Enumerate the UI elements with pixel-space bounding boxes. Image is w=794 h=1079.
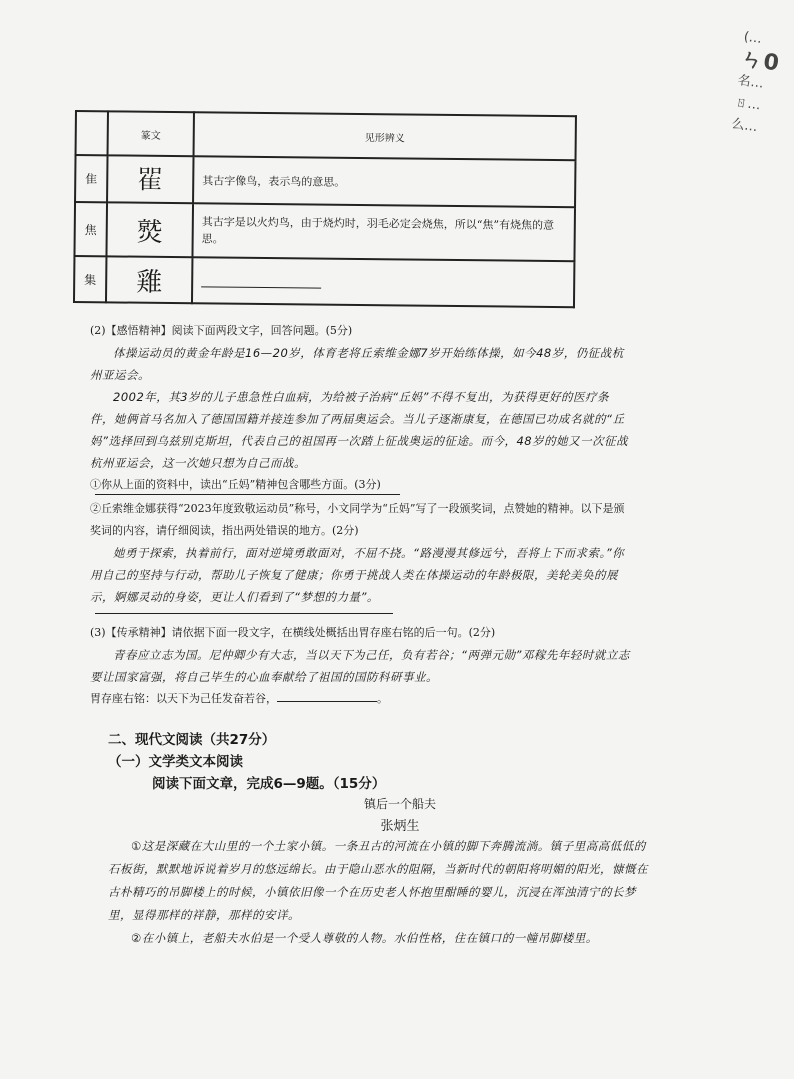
answer-line[interactable] bbox=[95, 494, 400, 495]
question-3 bbox=[90, 622, 630, 710]
subsection-title: （一）文学类文本阅读 bbox=[108, 754, 243, 770]
motto-line bbox=[90, 688, 630, 710]
ancient-glyph: 𨾴 bbox=[107, 155, 193, 203]
article-paragraph-2: ②在小镇上，老船夫水伯是一个受人尊敬的人物。水伯性格，住在镇口的一幢吊脚楼里。 bbox=[131, 931, 598, 945]
table-cell-char: 集 bbox=[74, 256, 106, 302]
corner-mark-5: 么… bbox=[730, 116, 759, 136]
article-author: 张炳生 bbox=[380, 819, 420, 834]
table-header-row bbox=[76, 111, 576, 160]
reading-instruction: 阅读下面文章，完成6—9题。（15分） bbox=[152, 776, 386, 792]
motto-period: 。 bbox=[377, 692, 388, 705]
award-text: 她勇于探索，执着前行，面对逆境勇敢面对，不屈不挠。“路漫漫其修远兮，吾将上下而求索。”你用自己的坚持与行动，帮助儿子恢复了健康；你勇于挑战人类在体操运动的年龄极限，美轮美奂的展示，婀娜灵动的身姿，更让人们看到了“梦想的力量”。 bbox=[90, 546, 625, 604]
question-2-prompt: (2)【感悟精神】阅读下面两段文字，回答问题。(5分) bbox=[90, 324, 353, 337]
table-header-char bbox=[76, 111, 108, 155]
answer-line[interactable] bbox=[95, 613, 393, 614]
table-header-meaning: 见形辨义 bbox=[194, 112, 576, 160]
table-cell-char: 焦 bbox=[74, 202, 107, 256]
article-title: 镇后一个船夫 bbox=[363, 797, 436, 811]
question-2 bbox=[90, 320, 630, 496]
table-cell-char: 隹 bbox=[75, 155, 107, 202]
question-2-sub2-prompt: ②丘索维金娜获得“2023年度致敬运动员”称号，小文同学为“丘妈”写了一段颁奖词，点赞她的精神。以下是颁奖词的内容，请仔细阅读，指出两处错误的地方。(2分) bbox=[90, 502, 625, 537]
motto-prefix: 胃存座右铭：以天下为己任发奋若谷， bbox=[90, 692, 277, 705]
question-2-para2: 2002年，其3岁的儿子患急性白血病，为给被子治病“丘妈”不得不复出，为获得更好的医疗条件，她俩首马名加入了德国国籍并接连参加了两届奥运会。当儿子逐渐康复，在德国已功成名就的“丘妈”选择回到乌兹别克斯坦，代表自己的祖国再一次踏上征战奥运的征途。而今，48岁的她又一次征战杭州亚运会，这一次她只想为自己而战。 bbox=[90, 390, 629, 470]
question-2-sub2 bbox=[90, 498, 630, 608]
article-paragraph-1: ①这是深藏在大山里的一个土家小镇。一条丑古的河流在小镇的脚下奔腾流淌。镇子里高高低低的石板街，默默地诉说着岁月的悠远绵长。由于隐山恶水的阻隔，当新时代的朝阳将明媚的阳光，慷慨在古朴精巧的吊脚楼上的时候，小镇依旧像一个在历史老人怀抱里酣睡的婴儿，沉浸在浑浊清宁的长梦里，显得那样的祥静，那样的安详。 bbox=[108, 839, 648, 922]
question-3-para: 青春应立志为国。尼仲卿少有大志，当以天下为己任，负有若谷；“两弹元勋”邓稼先年轻时就立志要让国家富强，将自己毕生的心血奉献给了祖国的国防科研事业。 bbox=[90, 648, 630, 684]
answer-blank[interactable] bbox=[201, 274, 321, 288]
corner-mark-2: ㄣ0 bbox=[739, 46, 782, 77]
table-row bbox=[74, 202, 575, 261]
table-cell-meaning: 其古字是以火灼鸟，由于烧灼时，羽毛必定会烧焦，所以“焦”有烧焦的意思。 bbox=[192, 203, 575, 261]
ancient-glyph: 𨿸 bbox=[106, 256, 192, 303]
table-cell-meaning bbox=[192, 257, 574, 307]
corner-mark-1: (… bbox=[742, 29, 763, 47]
article-body bbox=[108, 835, 648, 950]
character-table bbox=[73, 110, 577, 308]
table-cell-meaning: 其古字像鸟，表示鸟的意思。 bbox=[193, 156, 575, 207]
ancient-glyph: 𤎼 bbox=[106, 202, 193, 257]
table-row bbox=[75, 155, 575, 207]
question-3-prompt: (3)【传承精神】请依据下面一段文字，在横线处概括出胃存座右铭的后一句。(2分) bbox=[90, 626, 496, 639]
question-2-para1: 体操运动员的黄金年龄是16—20岁，体育老将丘索维金娜7岁开始练体操，如今48岁，仍征战杭州亚运会。 bbox=[90, 346, 624, 382]
question-2-sub1: ①你从上面的资料中，读出“丘妈”精神包含哪些方面。(3分) bbox=[90, 478, 381, 491]
table-header-ancient: 篆文 bbox=[108, 111, 194, 156]
corner-mark-3: 名… bbox=[736, 73, 765, 92]
section-title: 二、现代文阅读（共27分） bbox=[108, 732, 276, 748]
motto-blank[interactable] bbox=[277, 689, 377, 702]
corner-handwriting bbox=[727, 27, 794, 164]
corner-mark-4: ㄖ… bbox=[733, 94, 762, 114]
table-row bbox=[74, 256, 574, 307]
